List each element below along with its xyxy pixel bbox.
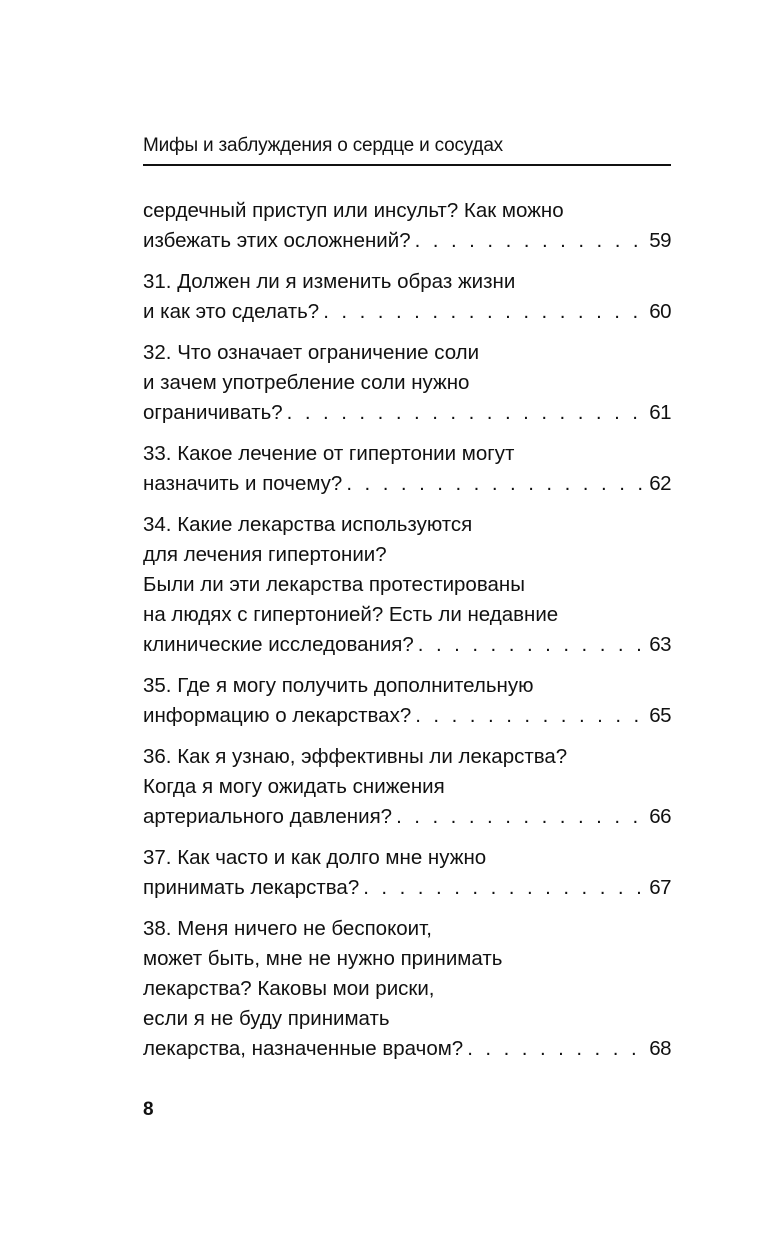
toc-entry-title-end: ограничивать? (143, 401, 283, 424)
toc-entry-last-line (143, 630, 671, 660)
toc-entry-line: 36. Как я узнаю, эффективны ли лекарства? (143, 745, 568, 768)
toc-entry (143, 439, 671, 499)
toc-page-number: 62 (649, 472, 671, 495)
running-head: Мифы и заблуждения о сердце и сосудах (143, 135, 503, 156)
toc-entry-last-line (143, 701, 671, 731)
dot-leader (414, 630, 645, 660)
toc-entry-title-end: назначить и почему? (143, 472, 343, 495)
toc-entry-line: сердечный приступ или инсульт? Как можно (143, 199, 564, 222)
toc-entry-last-line (143, 297, 671, 327)
toc-entry-last-line (143, 398, 671, 428)
dot-leader (342, 469, 645, 499)
toc-entry-title-end: артериального давления? (143, 805, 393, 828)
toc-entry-title-end: информацию о лекарствах? (143, 704, 412, 727)
toc-page-number: 60 (649, 300, 671, 323)
toc-entry (143, 338, 671, 428)
dot-leader (392, 802, 645, 832)
toc-entry-line: на людях с гипертонией? Есть ли недавние (143, 603, 559, 626)
toc-entry-line: 33. Какое лечение от гипертонии могут (143, 442, 515, 465)
toc-entry (143, 510, 671, 660)
toc-entry-line: и зачем употребление соли нужно (143, 371, 470, 394)
dot-leader (463, 1034, 645, 1064)
toc-entry-last-line (143, 1034, 671, 1064)
toc-entry-line: 35. Где я могу получить дополнительную (143, 674, 534, 697)
toc-entry-last-line (143, 802, 671, 832)
toc-page-number: 65 (649, 704, 671, 727)
toc-entry-line: Были ли эти лекарства протестированы (143, 573, 525, 596)
toc-entry-line: если я не буду принимать (143, 1007, 390, 1030)
toc-entry-line: 37. Как часто и как долго мне нужно (143, 846, 487, 869)
toc-entry (143, 742, 671, 832)
dot-leader (283, 398, 645, 428)
toc-entry (143, 843, 671, 903)
dot-leader (411, 701, 645, 731)
toc-entry-title-end: принимать лекарства? (143, 876, 360, 899)
toc-entry-line: Когда я могу ожидать снижения (143, 775, 445, 798)
toc-entry-line: может быть, мне не нужно принимать (143, 947, 503, 970)
dot-leader (319, 297, 645, 327)
toc-entry (143, 671, 671, 731)
toc-entry-line: 38. Меня ничего не беспокоит, (143, 917, 432, 940)
toc-entry-last-line (143, 873, 671, 903)
toc-entry-line: 31. Должен ли я изменить образ жизни (143, 270, 516, 293)
page-number: 8 (143, 1099, 154, 1120)
toc-entry-title-end: и как это сделать? (143, 300, 320, 323)
toc-entry-last-line (143, 469, 671, 499)
toc-page-number: 63 (649, 633, 671, 656)
table-of-contents (143, 196, 671, 1075)
toc-page-number: 61 (649, 401, 671, 424)
toc-page-number: 66 (649, 805, 671, 828)
dot-leader (359, 873, 645, 903)
toc-page-number: 59 (649, 229, 671, 252)
toc-entry-title-end: избежать этих осложнений? (143, 229, 411, 252)
header-rule (143, 164, 671, 166)
toc-page-number: 67 (649, 876, 671, 899)
toc-page-number: 68 (649, 1037, 671, 1060)
toc-entry-title-end: лекарства, назначенные врачом? (143, 1037, 464, 1060)
toc-entry-line: 32. Что означает ограничение соли (143, 341, 480, 364)
toc-entry-line: лекарства? Каковы мои риски, (143, 977, 435, 1000)
toc-entry (143, 267, 671, 327)
toc-entry (143, 196, 671, 256)
dot-leader (411, 226, 645, 256)
toc-entry-line: для лечения гипертонии? (143, 543, 387, 566)
toc-entry (143, 914, 671, 1064)
toc-entry-last-line (143, 226, 671, 256)
toc-entry-title-end: клинические исследования? (143, 633, 414, 656)
toc-entry-line: 34. Какие лекарства используются (143, 513, 473, 536)
